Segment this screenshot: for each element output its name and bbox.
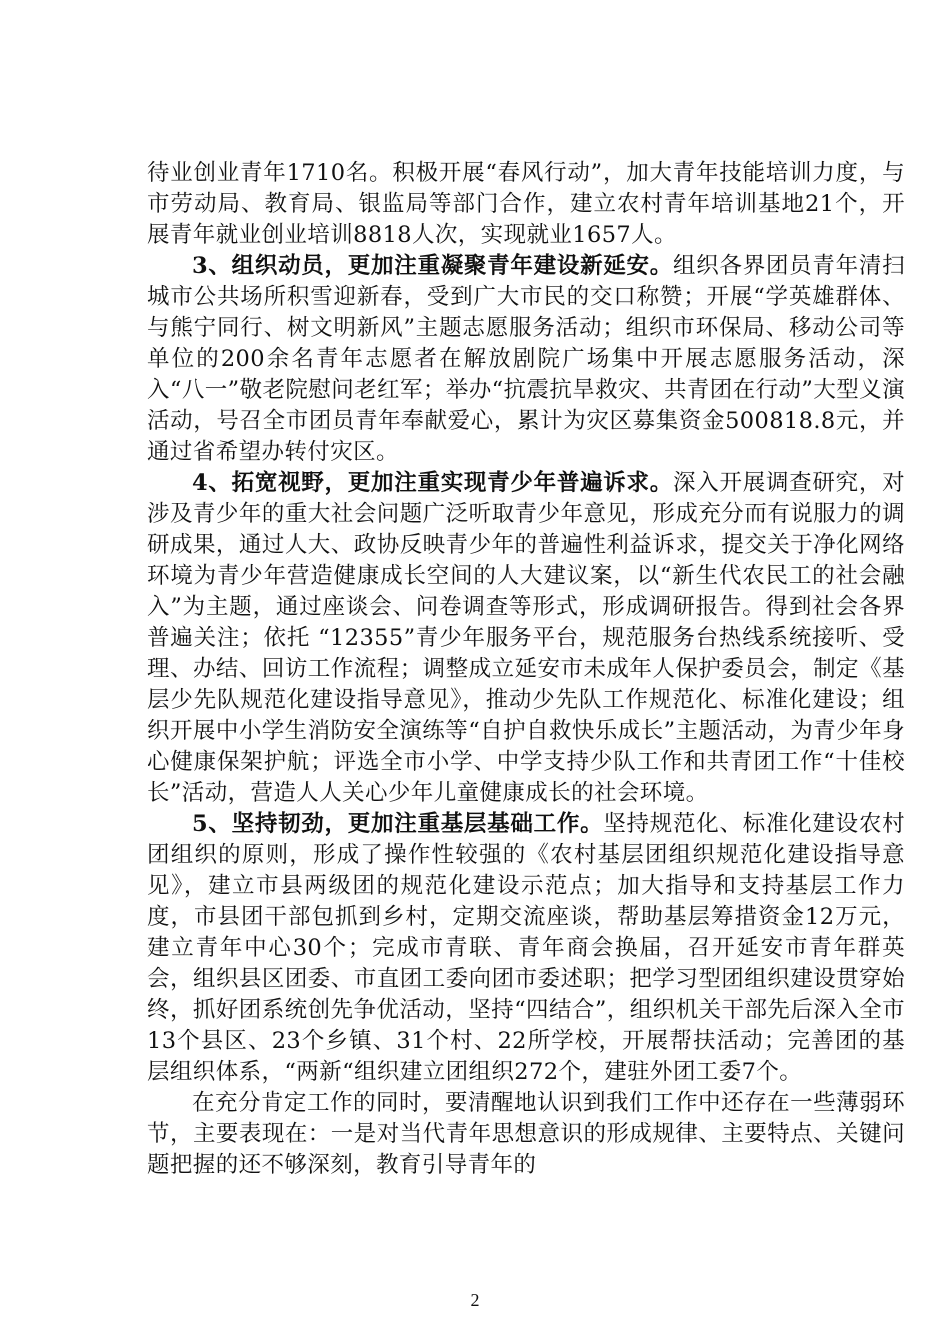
paragraph-5-body: 在充分肯定工作的同时，要清醒地认识到我们工作中还存在一些薄弱环节，主要表现在：一是对当代青年思想意识的形成规律、主要特点、关键问题把握的还不够深刻，教育引导青年的 — [147, 1090, 905, 1178]
paragraph-3-heading: 4、拓宽视野，更加注重实现青少年普遍诉求。 — [192, 470, 674, 496]
paragraph-2-body: 组织各界团员青年清扫城市公共场所积雪迎新春，受到广大市民的交口称赞；开展“学英雄群体、与熊宁同行、树文明新风”主题志愿服务活动；组织市环保局、移动公司等单位的200余名青年志愿者在解放剧院广场集中开展志愿服务活动，深入“八一”敬老院慰问老红军；举办“抗震抗旱救灾、共青团在行动”大型义演活动，号召全市团员青年奉献爱心，累计为灾区募集资金500818.8元，并通过省希望办转付灾区。 — [147, 253, 905, 465]
paragraph-3-body: 深入开展调查研究，对涉及青少年的重大社会问题广泛听取青少年意见，形成充分而有说服力的调研成果，通过人大、政协反映青少年的普遍性利益诉求，提交关于净化网络环境为青少年营造健康成长空间的人大建议案，以“新生代农民工的社会融入”为主题，通过座谈会、问卷调查等形式，形成调研报告。得到社会各界普遍关注；依托 “12355”青少年服务平台，规范服务台热线系统接听、受理、办结、回访工作流程；调整成立延安市未成年人保护委员会，制定《基层少先队规范化建设指导意见》，推动少先队工作规范化、标准化建设；组织开展中小学生消防安全演练等“自护自救快乐成长”主题活动，为青少年身心健康保架护航；评选全市小学、中学支持少队工作和共青团工作“十佳校长”活动，营造人人关心少年儿童健康成长的社会环境。 — [147, 470, 905, 806]
paragraph-1 — [147, 158, 905, 251]
paragraph-4-heading: 5、坚持韧劲，更加注重基层基础工作。 — [192, 811, 604, 837]
paragraph-2 — [147, 251, 905, 468]
paragraph-4 — [147, 809, 905, 1088]
paragraph-4-body: 坚持规范化、标准化建设农村团组织的原则，形成了操作性较强的《农村基层团组织规范化建设指导意见》，建立市县两级团的规范化建设示范点；加大指导和支持基层工作力度，市县团干部包抓到乡村，定期交流座谈，帮助基层筹措资金12万元，建立青年中心30个；完成市青联、青年商会换届，召开延安市青年群英会，组织县区团委、市直团工委向团市委述职；把学习型团组织建设贯穿始终，抓好团系统创先争优活动，坚持“四结合”，组织机关干部先后深入全市13个县区、23个乡镇、31个村、22所学校，开展帮扶活动；完善团的基层组织体系，“两新“组织建立团组织272个，建驻外团工委7个。 — [147, 811, 906, 1085]
paragraph-5 — [147, 1088, 905, 1181]
paragraph-3 — [147, 468, 905, 809]
page-number: 2 — [470, 1290, 480, 1310]
paragraph-2-heading: 3、组织动员，更加注重凝聚青年建设新延安。 — [192, 253, 674, 279]
paragraph-1-body: 待业创业青年1710名。积极开展“春风行动”，加大青年技能培训力度，与市劳动局、教育局、银监局等部门合作，建立农村青年培训基地21个，开展青年就业创业培训8818人次，实现就业1657人。 — [147, 160, 905, 248]
body-text — [147, 158, 905, 1181]
